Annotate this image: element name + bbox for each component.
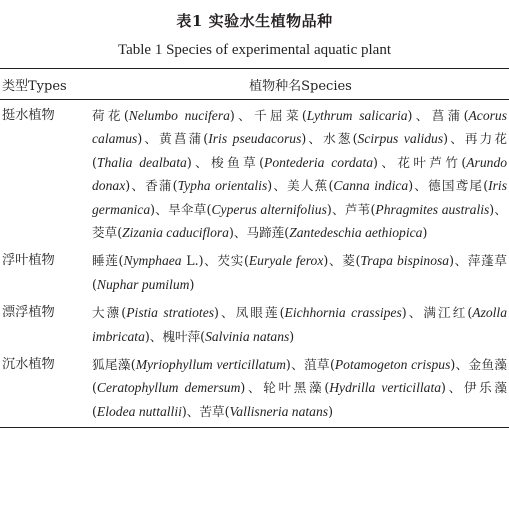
table-row <box>0 296 509 348</box>
species-table <box>0 68 509 428</box>
species-text: )、凤眼莲( <box>214 305 285 321</box>
row-type: 漂浮植物 <box>2 305 55 321</box>
table-row <box>0 244 509 296</box>
latin-name: Arundo donax <box>92 154 508 194</box>
table-header-row <box>0 69 509 100</box>
species-text: )、梭鱼草( <box>186 154 265 170</box>
species-text: )、菖蒲( <box>407 108 469 123</box>
row-type: 沉水植物 <box>0 348 92 428</box>
species-text: 睡莲( <box>92 253 124 269</box>
latin-name: Ceratophyllum demersum <box>96 380 241 396</box>
latin-name: Typha orientalis <box>177 178 268 194</box>
latin-name: Zantedeschia aethiopica <box>289 225 423 241</box>
row-species <box>92 100 509 245</box>
latin-name: Azolla imbricata <box>92 305 508 344</box>
species-text: )、美人蕉( <box>267 178 334 194</box>
species-text: 狐尾藻( <box>92 357 136 373</box>
latin-name: Nuphar pumilum <box>96 276 190 292</box>
latin-name: Pontederia cordata <box>264 154 374 170</box>
species-text: ) <box>328 403 333 419</box>
latin-name: Hydrilla verticillata <box>329 380 442 396</box>
species-text: )、芦苇( <box>326 201 376 217</box>
header-types: 类型Types <box>0 69 92 100</box>
species-text: 大薸( <box>92 305 127 321</box>
table-title-en: Table 1 Species of experimental aquatic plant <box>117 42 391 58</box>
species-text: ) <box>422 225 428 241</box>
species-text: ) <box>289 328 295 344</box>
species-text: )、千屈菜( <box>229 108 307 123</box>
species-text: )、再力花( <box>92 131 507 170</box>
latin-name: Cyperus alternifolius <box>211 201 327 217</box>
species-text: )、德国鸢尾( <box>408 178 489 194</box>
latin-name: Lythrum salicaria <box>306 108 408 123</box>
row-species <box>92 296 509 348</box>
row-type: 挺水植物 <box>2 108 55 123</box>
latin-name: Nelumbo nucifera <box>128 108 230 123</box>
species-text: )、槐叶萍( <box>144 328 206 344</box>
species-text: )、黄菖蒲( <box>137 131 209 147</box>
species-text: ) <box>189 276 195 292</box>
species-text: )、满江红( <box>401 305 473 321</box>
species-text: )、香蒲( <box>125 178 178 194</box>
latin-name: Salvinia natans <box>205 328 290 344</box>
species-text: )、菱( <box>323 253 361 269</box>
species-text: )、菹草( <box>285 357 335 373</box>
header-species: 植物种名Species <box>92 69 509 100</box>
table-title-cn: 表1 实验水生植物品种 <box>176 12 333 30</box>
latin-name: Iris germanica <box>92 178 507 217</box>
table-row <box>0 348 509 428</box>
species-text: )、花叶芦竹( <box>373 154 467 170</box>
latin-name: Trapa bispinosa <box>360 253 450 269</box>
latin-name: Phragmites australis <box>375 201 490 217</box>
species-text: )、伊乐藻( <box>92 380 507 419</box>
row-species <box>92 244 509 296</box>
latin-name: Myriophyllum verticillatum <box>135 357 286 373</box>
latin-name: Thalia dealbata <box>96 154 187 170</box>
species-text: )、水葱( <box>301 131 358 147</box>
species-text: )、金鱼藻( <box>92 357 507 396</box>
latin-name: Canna indica <box>333 178 409 194</box>
species-text: 荷花( <box>92 108 129 123</box>
latin-name: Zizania caduciflora <box>122 225 229 241</box>
latin-name: Acorus calamus <box>92 108 508 147</box>
latin-name: Nymphaea <box>123 253 182 269</box>
latin-name: Eichhornia crassipes <box>284 305 402 321</box>
species-text: )、旱伞草( <box>150 201 212 217</box>
latin-name: Vallisneria natans <box>229 403 329 419</box>
latin-name: Euryale ferox <box>248 253 324 269</box>
species-text: L.)、芡实( <box>181 253 249 269</box>
latin-name: Iris pseudacorus <box>208 131 302 147</box>
species-text: )、苦草( <box>181 403 230 419</box>
latin-name: Elodea nuttallii <box>96 403 182 419</box>
latin-name: Pistia stratiotes <box>126 305 215 321</box>
species-text: )、轮叶黑藻( <box>240 380 330 396</box>
latin-name: Scirpus validus <box>357 131 444 147</box>
table-row <box>0 100 509 245</box>
row-type: 浮叶植物 <box>2 253 55 269</box>
species-text: )、马蹄莲( <box>228 225 290 241</box>
latin-name: Potamogeton crispus <box>334 357 451 373</box>
species-text: )、萍蓬草( <box>92 253 508 292</box>
row-species <box>92 348 509 428</box>
species-text: )、茭草( <box>92 201 508 241</box>
